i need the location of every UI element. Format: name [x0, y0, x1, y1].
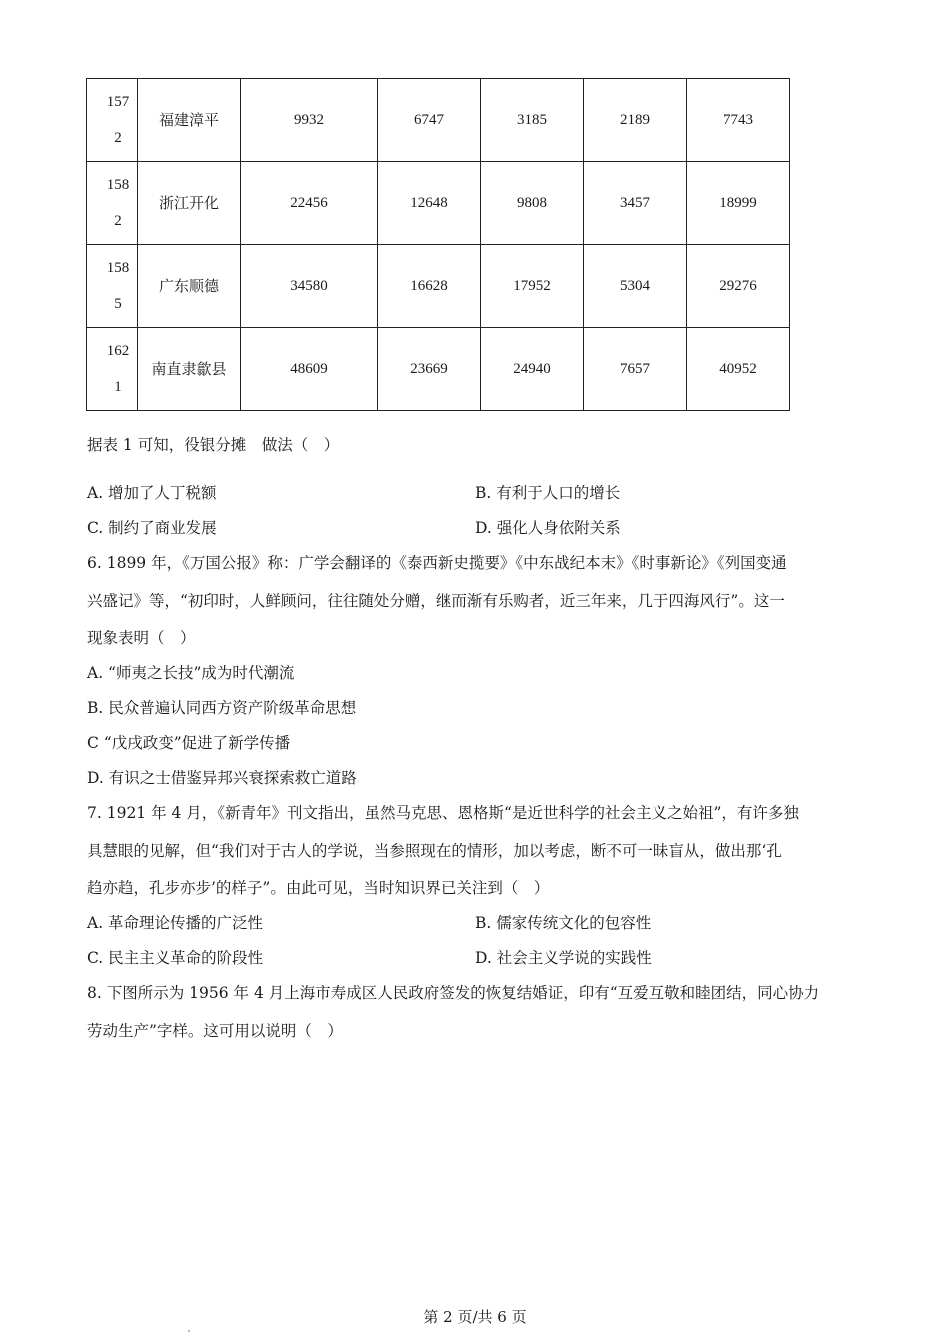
year-cell: [87, 245, 138, 328]
value-cell-5: 18999: [687, 162, 790, 245]
q8-stem-line-2: 劳动生产”字样。这可用以说明（ ）: [87, 1022, 343, 1040]
value-cell-3: 17952: [481, 245, 584, 328]
data-table-body: [87, 79, 790, 411]
value-cell-2: 23669: [378, 328, 481, 411]
value-cell-4: 5304: [584, 245, 687, 328]
value-cell-3: 24940: [481, 328, 584, 411]
value-cell-4: 3457: [584, 162, 687, 245]
q6-option-b: B. 民众普遍认同西方资产阶级革命思想: [87, 699, 357, 717]
year-part-1: 157: [106, 94, 130, 110]
place-cell: 南直隶歙县: [138, 328, 241, 411]
table-row: [87, 245, 790, 328]
year-cell: [87, 79, 138, 162]
value-cell-1: 9932: [241, 79, 378, 162]
page-footer: 第 2 页/共 6 页: [423, 1308, 527, 1326]
data-table: [86, 78, 790, 411]
q5-option-d: D. 强化人身依附关系: [475, 519, 621, 537]
q8-stem-line-1: 8. 下图所示为 1956 年 4 月上海市寿成区人民政府签发的恢复结婚证，印有“互爱互敬和睦团结，同心协力: [87, 984, 820, 1002]
place-cell: 浙江开化: [138, 162, 241, 245]
q7-stem-line-3: 趋亦趋，孔步亦步’的样子”。由此可见，当时知识界已关注到（ ）: [87, 879, 550, 897]
value-cell-2: 16628: [378, 245, 481, 328]
table-row: [87, 328, 790, 411]
year-part-2: 5: [114, 296, 122, 312]
q7-stem-line-2: 具慧眼的见解，但“我们对于古人的学说，当参照现在的情形，加以考虑，断不可一昧盲从，做出那‘孔: [87, 842, 782, 860]
year-part-2: 1: [114, 379, 122, 395]
q7-option-d: D. 社会主义学说的实践性: [475, 949, 652, 967]
table-row: [87, 162, 790, 245]
q7-option-a: A. 革命理论传播的广泛性: [87, 914, 264, 932]
place-cell: 福建漳平: [138, 79, 241, 162]
q5-option-b: B. 有利于人口的增长: [475, 484, 621, 502]
scan-dot: [188, 1330, 190, 1332]
value-cell-3: 9808: [481, 162, 584, 245]
value-cell-4: 7657: [584, 328, 687, 411]
q6-stem-line-3: 现象表明（ ）: [87, 629, 196, 647]
q7-option-b: B. 儒家传统文化的包容性: [475, 914, 652, 932]
value-cell-5: 7743: [687, 79, 790, 162]
year-part-2: 2: [114, 213, 122, 229]
q7-option-c: C. 民主主义革命的阶段性: [87, 949, 264, 967]
q5-option-c: C. 制约了商业发展: [87, 519, 217, 537]
table-row: [87, 79, 790, 162]
value-cell-3: 3185: [481, 79, 584, 162]
q5-option-a: A. 增加了人丁税额: [87, 484, 217, 502]
q6-option-c: C “戊戌政变”促进了新学传播: [87, 734, 291, 752]
q6-stem-line-2: 兴盛记》等，“初印时，人鲜顾问，往往随处分赠，继而渐有乐购者，近三年来，几于四海风行”。这一: [87, 592, 785, 610]
value-cell-5: 40952: [687, 328, 790, 411]
year-cell: [87, 328, 138, 411]
value-cell-2: 6747: [378, 79, 481, 162]
value-cell-2: 12648: [378, 162, 481, 245]
value-cell-1: 22456: [241, 162, 378, 245]
value-cell-1: 34580: [241, 245, 378, 328]
value-cell-1: 48609: [241, 328, 378, 411]
q6-option-d: D. 有识之士借鉴异邦兴衰探索救亡道路: [87, 769, 357, 787]
q5-stem: 据表 1 可知，役银分摊 做法（ ）: [87, 436, 340, 454]
year-part-1: 162: [106, 343, 130, 359]
year-part-1: 158: [106, 260, 130, 276]
q6-stem-line-1: 6. 1899 年，《万国公报》称：广学会翻译的《泰西新史揽要》《中东战纪本末》《时事新论》《列国变通: [87, 554, 787, 572]
q7-stem-line-1: 7. 1921 年 4 月，《新青年》刊文指出，虽然马克思、恩格斯“是近世科学的社会主义之始祖”，有许多独: [87, 804, 799, 822]
place-cell: 广东顺德: [138, 245, 241, 328]
value-cell-4: 2189: [584, 79, 687, 162]
value-cell-5: 29276: [687, 245, 790, 328]
q6-option-a: A. “师夷之长技”成为时代潮流: [87, 664, 295, 682]
year-cell: [87, 162, 138, 245]
year-part-1: 158: [106, 177, 130, 193]
year-part-2: 2: [114, 130, 122, 146]
